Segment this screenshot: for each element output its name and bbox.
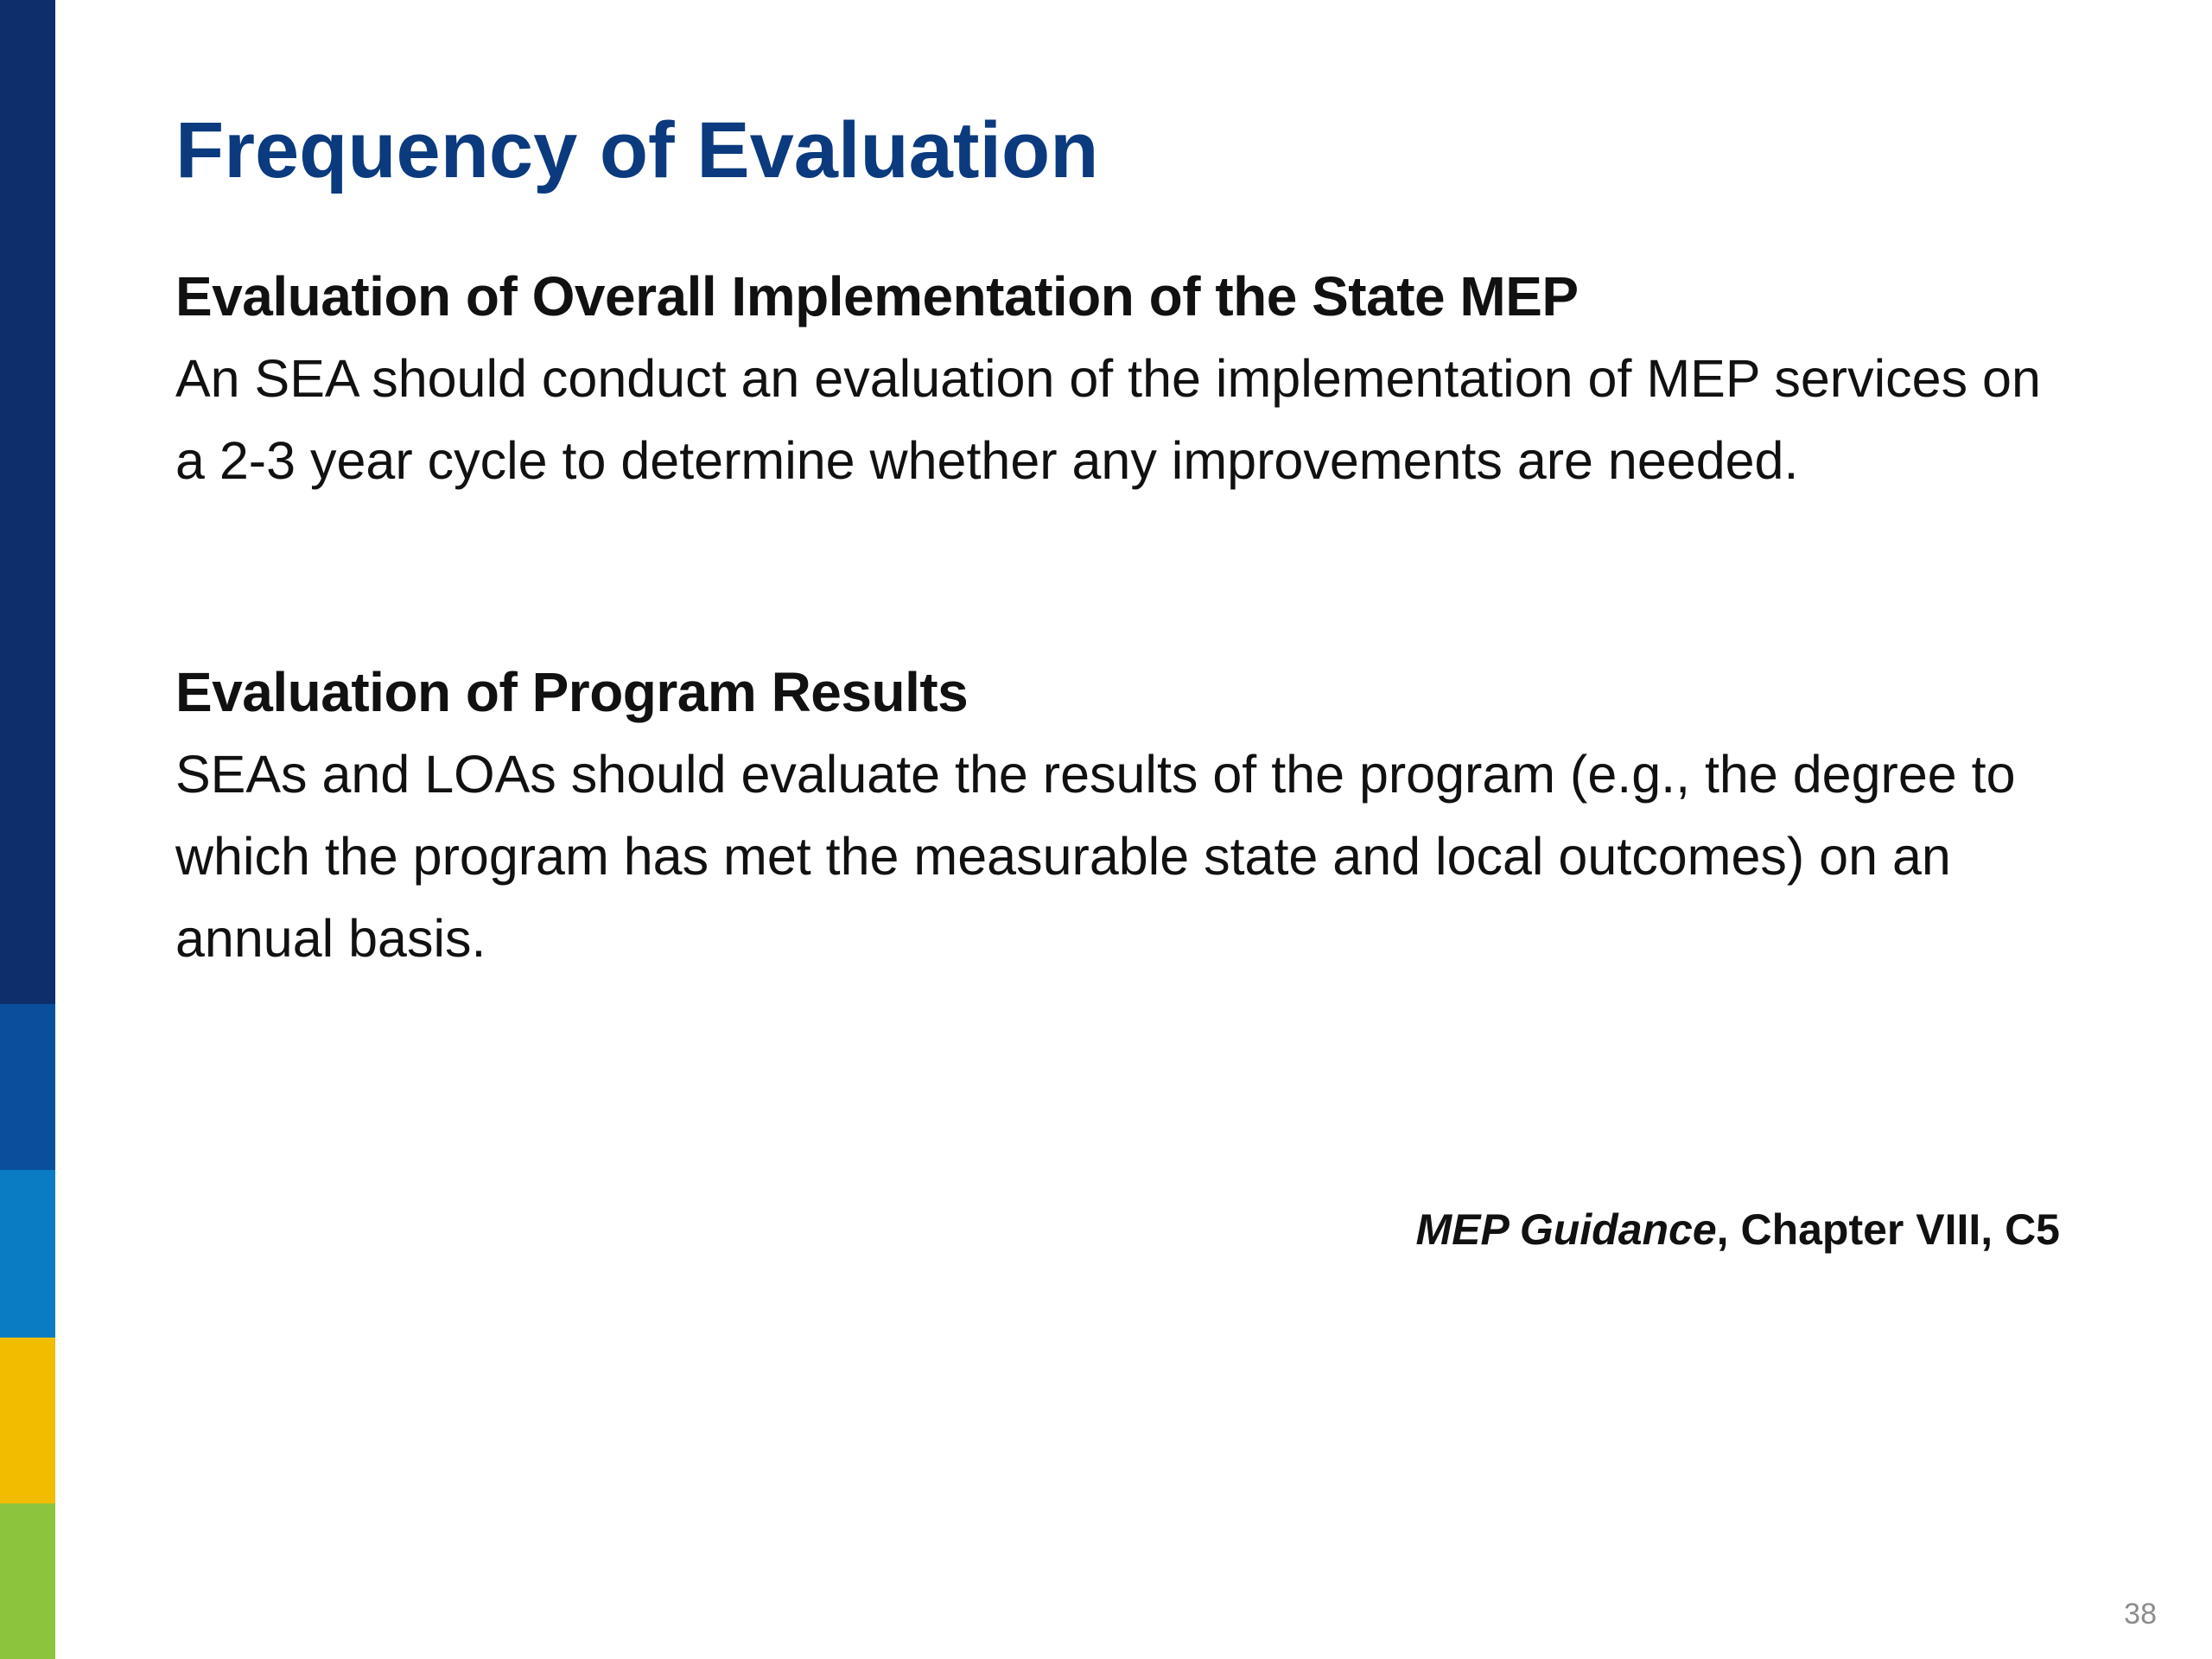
slide-title: Frequency of Evaluation — [175, 106, 1099, 194]
side-bar-navy-segment — [0, 0, 55, 1004]
side-bar-yellow-segment — [0, 1338, 55, 1503]
section-heading: Evaluation of Program Results — [175, 661, 969, 723]
section-body: An SEA should conduct an evaluation of the implementation of MEP services on a 2-3 year cycle to determine whether any improvements are needed. — [175, 349, 2041, 490]
page-number: 38 — [2124, 1598, 2157, 1630]
section-overall-implementation — [175, 255, 2076, 502]
section-program-results — [175, 651, 2076, 980]
side-bar-green-segment — [0, 1503, 55, 1659]
section-heading: Evaluation of Overall Implementation of the State MEP — [175, 265, 1579, 327]
citation-chapter: , Chapter VIII, C5 — [1716, 1205, 2060, 1254]
side-bar-light-blue-segment — [0, 1170, 55, 1338]
citation-source-title: MEP Guidance — [1415, 1205, 1717, 1254]
side-bar-blue-segment — [0, 1004, 55, 1170]
side-color-bar — [0, 0, 55, 1659]
section-body: SEAs and LOAs should evaluate the results of the program (e.g., the degree to which the program has met the measurable state and local outcomes) on an annual basis. — [175, 745, 2016, 968]
source-citation — [1415, 1199, 2060, 1260]
